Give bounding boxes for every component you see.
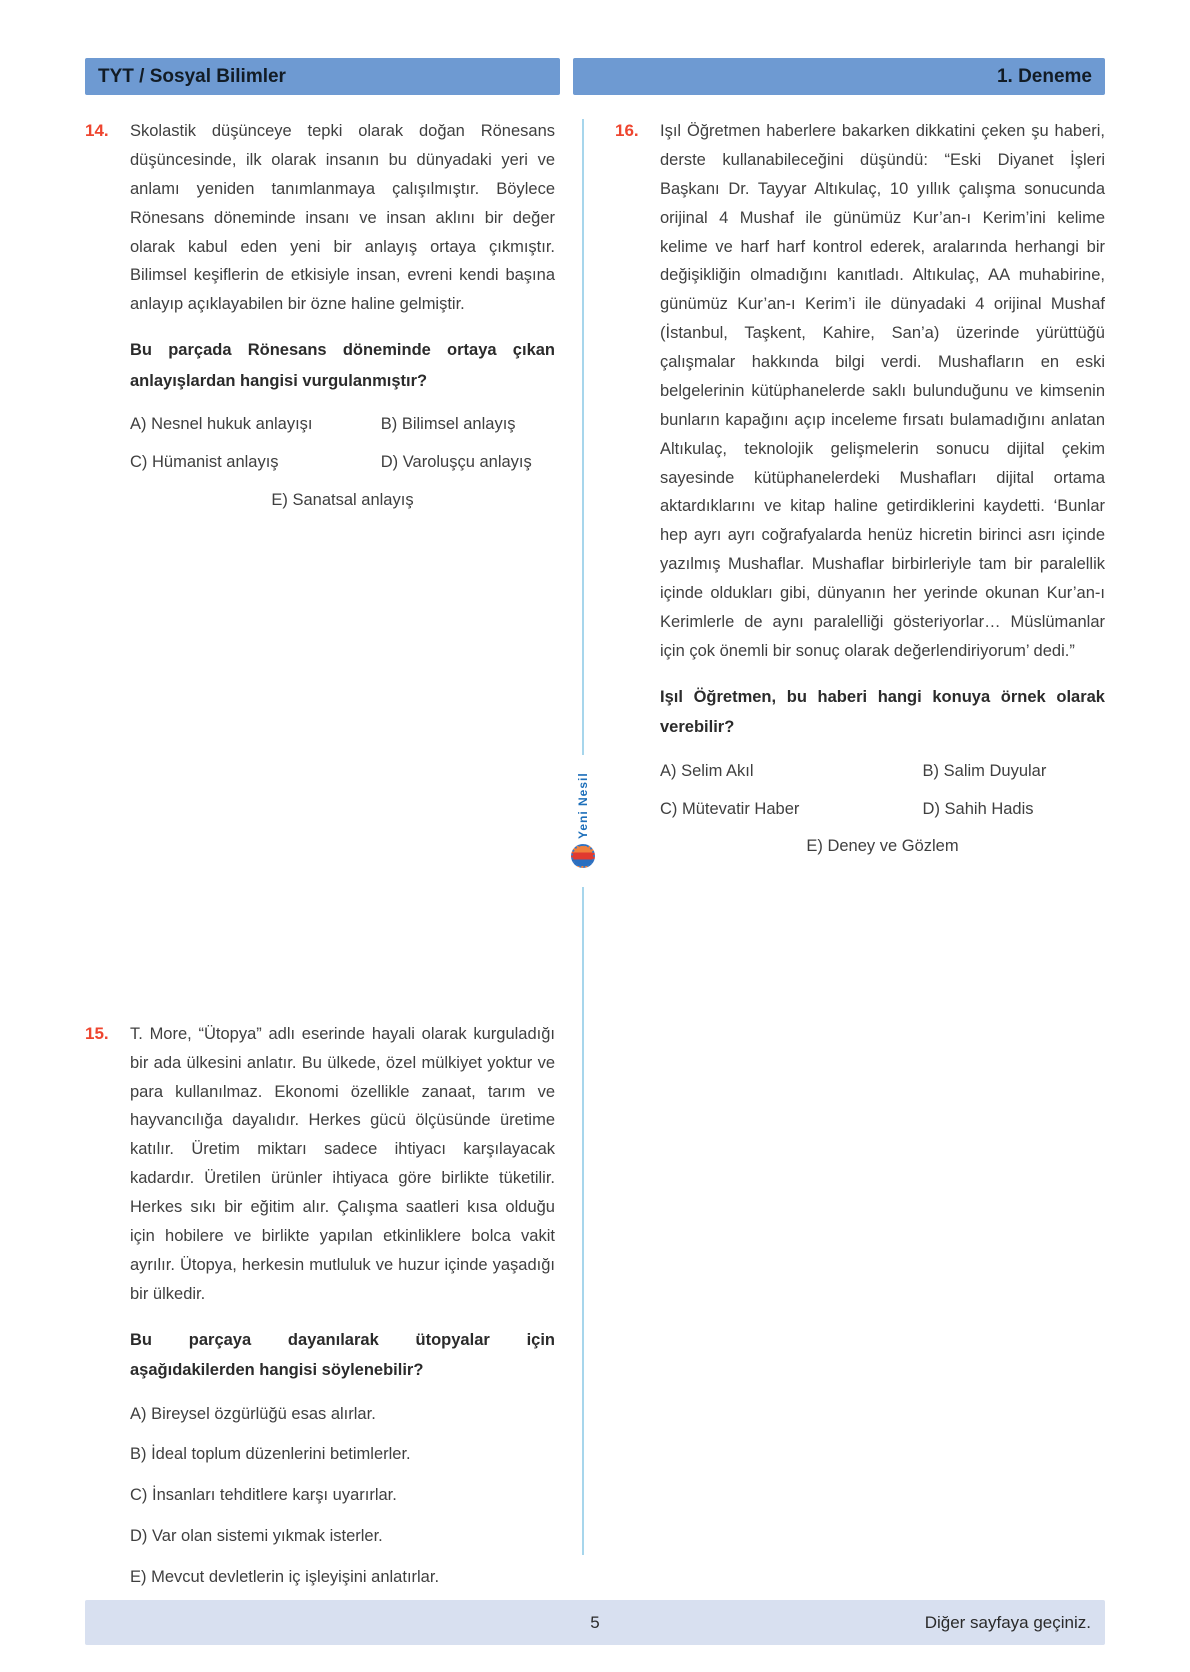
question-body bbox=[130, 1020, 555, 1604]
option-a: A) Nesnel hukuk anlayışı bbox=[130, 415, 313, 434]
question-prompt: Bu parçada Rönesans döneminde ortaya çıkan anlayışlardan hangisi vurgulanmıştır? bbox=[130, 341, 555, 390]
options-grid bbox=[130, 410, 555, 477]
column-divider-top bbox=[582, 119, 584, 755]
left-column bbox=[85, 117, 555, 1604]
page-footer bbox=[85, 1600, 1105, 1645]
column-divider-bottom bbox=[582, 887, 584, 1555]
option-a: A) Selim Akıl bbox=[660, 761, 754, 780]
question-prompt: Işıl Öğretmen, bu haberi hangi konuya örnek olarak verebilir? bbox=[660, 687, 1105, 737]
option-c: C) Hümanist anlayış bbox=[130, 453, 279, 472]
option-e: E) Mevcut devletlerin iç işleyişini anlatırlar. bbox=[130, 1568, 440, 1587]
option-d: D) Sahih Hadis bbox=[922, 799, 1034, 818]
option-b: B) Bilimsel anlayış bbox=[380, 415, 516, 434]
question-number: 14. bbox=[85, 121, 109, 140]
page-number: 5 bbox=[590, 1612, 600, 1632]
header-section-bar bbox=[85, 58, 560, 95]
option-d: D) Var olan sistemi yıkmak isterler. bbox=[130, 1527, 383, 1546]
option-b: B) Salim Duyular bbox=[922, 761, 1047, 780]
brand-logo-text: Yeni Nesil bbox=[576, 772, 590, 839]
question-15 bbox=[85, 1020, 555, 1604]
question-number: 15. bbox=[85, 1023, 109, 1043]
question-passage: Işıl Öğretmen haberlere bakarken dikkatini çeken şu haberi, derste kullanabileceğini düşündü: “Eski Diyanet İşleri Başkanı Dr. Tayyar Altıkulaç, 10 yıllık çalışma sonucunda orijinal 4 Mushaf ile günümüz Kur’an-ı Kerim’ini kelime kelime ve harf harf kontrol ederek, aralarında herhangi bir değişikliğin olmadığını kanıtladı. Altıkulaç, AA muhabirine, günümüz Kur’an-ı Kerim’i ile dünyadaki 4 orijinal Mushaf (İstanbul, Taşkent, Kahire, San’a) üzerinde yürüttüğü çalışmalar hakkında bilgi verdi. Mushafların en eski belgelerinin kütüphanelerde saklı bulunduğunu ve kimsenin bunların kapağını açıp inceleme fırsatı bulamadığını anlatan Altıkulaç, teknolojik gelişmelerin sonucu dijital çekim sayesinde kütüphanelerdeki Mushafları dijital ortama aktardıklarını ve kitap haline getirdiklerini kaydetti. ‘Bunlar hep ayrı ayrı coğrafyalarda henüz hicretin birinci asrı içinde yazılmış Mushaflar. Mushaflar birbirleriyle tam bir paralellik içinde oldukları gibi, dünyanın her yerinde okunan Kur’an-ı Kerimlerle de aynı paralelliği gösteriyorlar… Müslümanlar için çok önemli bir sonuç olarak değerlendiriyorum’ dedi.” bbox=[660, 122, 1105, 660]
question-number: 16. bbox=[615, 121, 639, 140]
question-passage: Skolastik düşünceye tepki olarak doğan Rönesans düşüncesinde, ilk olarak insanın bu dünyadaki yeri ve anlamı yeniden tanımlanmaya çalışılmıştır. Böylece Rönesans döneminde insanı ve insan aklını bir değer olarak kabul eden yeni bir anlayış ortaya çıkmıştır. Bilimsel keşiflerin de etkisiyle insan, evreni kendi başına anlayıp açıklayabilen bir özne haline gelmiştir. bbox=[130, 122, 555, 314]
options-grid bbox=[660, 757, 1105, 824]
question-16 bbox=[615, 117, 1105, 861]
options-list bbox=[130, 1400, 555, 1592]
header-exam-bar bbox=[573, 58, 1105, 95]
option-b: B) İdeal toplum düzenlerini betimlerler. bbox=[130, 1445, 411, 1464]
question-14 bbox=[85, 117, 555, 515]
publisher-brand bbox=[569, 753, 597, 868]
option-e: E) Sanatsal anlayış bbox=[271, 490, 414, 509]
header-exam-label: 1. Deneme bbox=[996, 65, 1092, 87]
next-page-note: Diğer sayfaya geçiniz. bbox=[924, 1612, 1091, 1632]
option-e: E) Deney ve Gözlem bbox=[806, 837, 959, 856]
brand-emblem-icon bbox=[571, 844, 595, 868]
question-prompt: Bu parçaya dayanılarak ütopyalar için aşağıdakilerden hangisi söylenebilir? bbox=[130, 1330, 555, 1380]
page-header bbox=[85, 58, 1105, 95]
question-passage: T. More, “Ütopya” adlı eserinde hayali olarak kurguladığı bir ada ülkesini anlatır. Bu ülkede, özel mülkiyet yoktur ve para kullanılmaz. Ekonomi özellikle zanaat, tarım ve hayvancılığa dayalıdır. Herkes gücü ölçüsünde üretime katılır. Üretim miktarı sadece ihtiyacı karşılayacak kadardır. Üretilen ürünler ihtiyaca göre birlikte tüketilir. Herkes sıkı bir eğitim alır. Çalışma saatleri kısa olduğu için hobilere ve birlikte yapılan etkinliklere bolca vakit ayrılır. Ütopya, herkesin mutluluk ve huzur içinde yaşadığı bir ülkedir. bbox=[130, 1024, 555, 1303]
option-d: D) Varoluşçu anlayış bbox=[380, 453, 532, 472]
option-a: A) Bireysel özgürlüğü esas alırlar. bbox=[130, 1404, 376, 1423]
header-section-label: TYT / Sosyal Bilimler bbox=[98, 65, 286, 87]
question-columns bbox=[85, 117, 1105, 1604]
option-c: C) Mütevatir Haber bbox=[660, 799, 800, 818]
question-body bbox=[130, 117, 555, 515]
option-c: C) İnsanları tehditlere karşı uyarırlar. bbox=[130, 1486, 397, 1505]
right-column bbox=[615, 117, 1105, 1604]
question-body bbox=[660, 117, 1105, 861]
